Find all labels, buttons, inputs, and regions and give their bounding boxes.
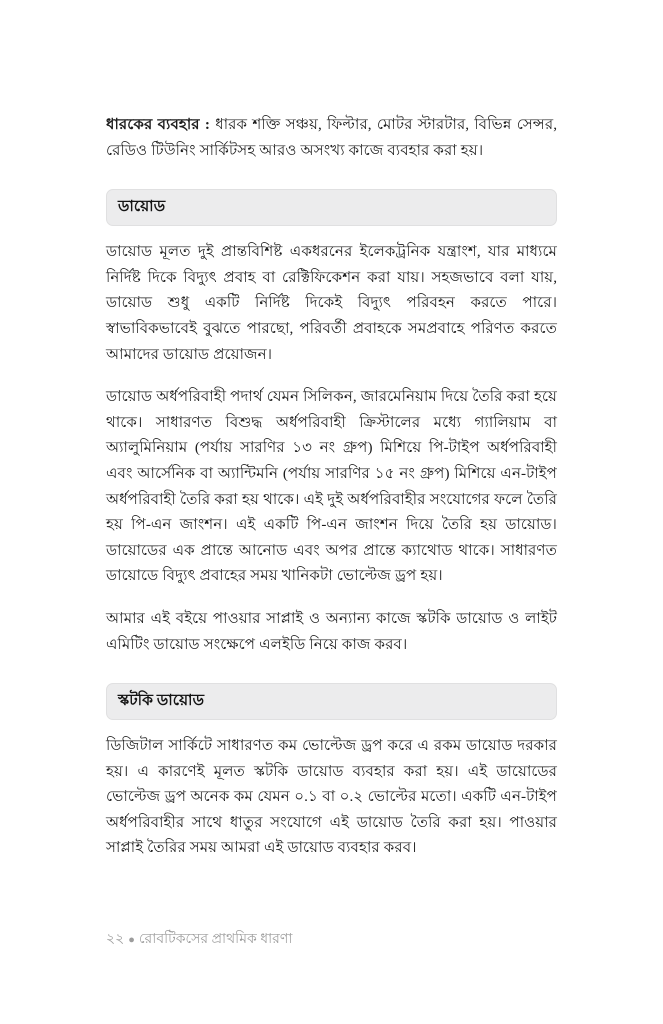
spacer bbox=[106, 674, 557, 683]
page-content bbox=[106, 112, 557, 861]
footer-book-title: রোবটিকসের প্রাথমিক ধারণা bbox=[138, 932, 293, 948]
section-heading-diode: ডায়োড bbox=[106, 189, 557, 226]
spacer bbox=[106, 180, 557, 189]
footer-page-number: ২২ bbox=[106, 932, 125, 948]
paragraph-schottky-1: ডিজিটাল সার্কিটে সাধারণত কম ভোল্টেজ ড্রপ করে এ রকম ডায়োড দরকার হয়। এ কারণেই মূলত স্কটকি ডায়োড ব্যবহার করা হয়। এই ডায়োডের ভোল্টেজ ড্রপ অনেক কম যেমন ০.১ বা ০.২ ভোল্টের মতো। একটি এন-টাইপ অর্ধপরিবাহীর সাথে ধাতুর সংযোগে এই ডায়োড তৈরি করা হয়। পাওয়ার সাপ্লাই তৈরির সময় আমরা এই ডায়োড ব্যবহার করব। bbox=[106, 737, 557, 857]
paragraph-capacitor-usage-body: ধারক শক্তি সঞ্চয়, ফিল্টার, মোটর স্টারটার, বিভিন্ন সেন্সর, রেডিও টিউনিং সার্কিটসহ আরও অসংখ্য কাজে ব্যবহার করা হয়। bbox=[106, 116, 558, 159]
paragraph-capacitor-usage bbox=[106, 112, 557, 163]
paragraph-diode-3: আমার এই বইয়ে পাওয়ার সাপ্লাই ও অন্যান্য কাজে স্কটকি ডায়োড ও লাইট এমিটিং ডায়োড সংক্ষেপে এলইডি নিয়ে কাজ করব। bbox=[106, 609, 557, 653]
footer-separator-bullet: ● bbox=[128, 934, 135, 946]
page-footer bbox=[106, 930, 557, 950]
section-heading-schottky-diode: স্কটকি ডায়োড bbox=[106, 683, 557, 720]
lead-term-capacitor-usage: ধারকের ব্যবহার : bbox=[106, 116, 210, 133]
paragraph-diode-2: ডায়োড অর্ধপরিবাহী পদার্থ যেমন সিলিকন, জারমেনিয়াম দিয়ে তৈরি করা হয়ে থাকে। সাধারণত বিশুদ্ধ অর্ধপরিবাহী ক্রিস্টালের মধ্যে গ্যালিয়াম বা অ্যালুমিনিয়াম (পর্যায় সারণির ১৩ নং গ্রুপ) মিশিয়ে পি-টাইপ অর্ধপরিবাহী এবং আর্সেনিক বা অ্যান্টিমনি (পর্যায় সারণির ১৫ নং গ্রুপ) মিশিয়ে এন-টাইপ অর্ধপরিবাহী তৈরি করা হয় থাকে। এই দুই অর্ধপরিবাহীর সংযোগের ফলে তৈরি হয় পি-এন জাংশন। এই একটি পি-এন জাংশন দিয়ে তৈরি হয় ডায়োড। ডায়োডের এক প্রান্তে আনোড এবং অপর প্রান্তে ক্যাথোড থাকে। সাধারণত ডায়োডে বিদ্যুৎ প্রবাহের সময় খানিকটা ভোল্টেজ ড্রপ হয়। bbox=[106, 388, 557, 585]
paragraph-diode-1: ডায়োড মূলত দুই প্রান্তবিশিষ্ট একধরনের ইলেকট্রনিক যন্ত্রাংশ, যার মাধ্যমে নির্দিষ্ট দিকে বিদ্যুৎ প্রবাহ বা রেক্টিফিকেশন করা যায়। সহজভাবে বলা যায়, ডায়োড শুধু একটি নির্দিষ্ট দিকেই বিদ্যুৎ পরিবহন করতে পারে। স্বাভাবিকভাবেই বুঝতে পারছো, পরিবর্তী প্রবাহকে সমপ্রবাহে পরিণত করতে আমাদের ডায়োড প্রয়োজন। bbox=[106, 243, 557, 363]
